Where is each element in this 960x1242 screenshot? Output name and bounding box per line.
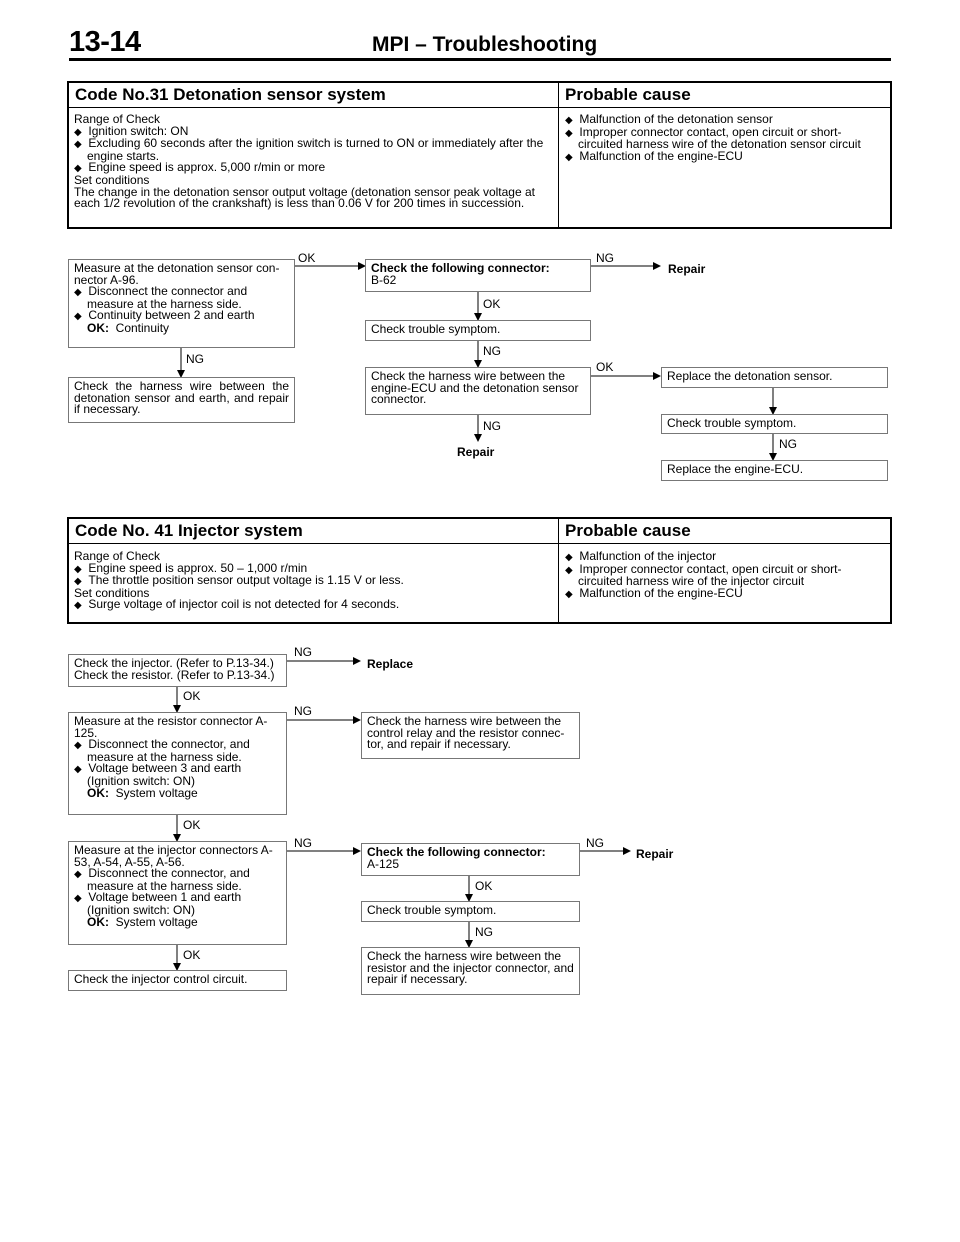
check-harness-ecu-box: Check the harness wire between the engine-ECU and the detonation sensor connector. (365, 367, 591, 415)
code41-divider (558, 519, 559, 622)
set-title: Set conditions (74, 172, 150, 187)
code31-title: Code No.31 Detonation sensor system (75, 85, 386, 104)
check-connector-b62-box: Check the following connector: B-62 (365, 259, 591, 292)
cause-item: ◆ Malfunction of the detonation sensor (565, 112, 773, 126)
code41-title: Code No. 41 Injector system (75, 521, 303, 540)
range-item: ◆ Ignition switch: ON (74, 123, 189, 138)
diamond-bullet-icon: ◆ (565, 151, 573, 163)
cause-item: ◆ Malfunction of the injector (565, 549, 717, 563)
check-connector-a125-box: Check the following connector: A-125 (361, 843, 580, 876)
ng-label: NG (483, 419, 501, 433)
diamond-bullet-icon: ◆ (565, 552, 573, 563)
repair-label: Repair (668, 262, 706, 276)
page-title: MPI – Troubleshooting (372, 33, 598, 56)
diamond-bullet-icon: ◆ (74, 600, 82, 612)
check-injector-control-box: Check the injector control circuit. (68, 970, 287, 991)
code41-table (67, 517, 892, 624)
replace-ecu-box: Replace the engine-ECU. (661, 460, 888, 481)
diamond-bullet-icon: ◆ (74, 126, 82, 138)
measure-detonation-box: Measure at the detonation sensor con-nector A-96. ◆ Disconnect the connector and measure at the harness side. ◆ Continuity between 2 and earth OK: Continuity (68, 259, 295, 348)
range-item: ◆ Engine speed is approx. 50 – 1,000 r/min (74, 560, 308, 575)
diamond-bullet-icon: ◆ (74, 893, 82, 905)
diamond-bullet-icon: ◆ (74, 287, 82, 299)
measure-resistor-box: Measure at the resistor connector A-125. ◆ Disconnect the connector, and measure at the harness side. ◆ Voltage between 3 and earth (Ignition switch: ON) OK: System voltage (68, 712, 287, 815)
ng-label: NG (294, 836, 312, 850)
diamond-bullet-icon: ◆ (74, 311, 82, 323)
ng-label: NG (294, 704, 312, 718)
check-trouble-box: Check trouble symptom. (365, 320, 591, 341)
set-item: ◆ Surge voltage of injector coil is not detected for 4 seconds. (74, 597, 400, 612)
diamond-bullet-icon: ◆ (565, 127, 573, 139)
page-number: 13-14 (69, 26, 141, 58)
ng-label: NG (483, 344, 501, 358)
ng-label: NG (586, 836, 604, 850)
measure-injector-box: Measure at the injector connectors A-53, A-54, A-55, A-56. ◆ Disconnect the connector, and measure at the harness side. ◆ Voltage between 1 and earth (Ignition switch: ON) OK: System voltage (68, 841, 287, 945)
range-item: ◆ Excluding 60 seconds after the ignition switch is turned to ON or immediately after the engine starts. (74, 136, 544, 163)
replace-label: Replace (367, 657, 414, 671)
range-item: ◆ Engine speed is approx. 5,000 r/min or more (74, 160, 326, 175)
range-title: Range of Check (74, 549, 161, 563)
set-text: The change in the detonation sensor output voltage (detonation sensor peak voltage at each 1/2 revolution of the crankshaft) is less than 0.06 V for 200 times in succession. (74, 184, 535, 211)
check-harness-detonation-earth-box: Check the harness wire between the detonation sensor and earth, and repair if necessary. (68, 377, 295, 423)
diamond-bullet-icon: ◆ (74, 139, 82, 151)
diamond-bullet-icon: ◆ (74, 563, 82, 575)
ok-label: OK (183, 689, 201, 703)
ok-label: OK (483, 297, 501, 311)
diamond-bullet-icon: ◆ (74, 740, 82, 752)
diamond-bullet-icon: ◆ (565, 115, 573, 126)
range-title: Range of Check (74, 112, 161, 126)
cause-item: ◆ Malfunction of the engine-ECU (565, 585, 743, 600)
diamond-bullet-icon: ◆ (74, 163, 82, 175)
replace-detonation-sensor-box: Replace the detonation sensor. (661, 367, 888, 388)
ok-label: OK (475, 879, 493, 893)
ng-label: NG (596, 251, 614, 265)
diamond-bullet-icon: ◆ (74, 869, 82, 881)
diamond-bullet-icon: ◆ (565, 588, 573, 600)
code41-header (69, 519, 890, 544)
ng-label: NG (294, 645, 312, 659)
code41-causes (565, 551, 883, 600)
check-harness-relay-box: Check the harness wire between the control relay and the resistor connec-tor, and repair if necessary. (361, 712, 580, 759)
code41-conditions (74, 551, 549, 612)
range-item: ◆ The throttle position sensor output voltage is 1.15 V or less. (74, 573, 404, 588)
check-trouble-2-box: Check trouble symptom. (661, 414, 888, 434)
ok-label: OK (183, 948, 201, 962)
cause-item: ◆ Malfunction of the engine-ECU (565, 148, 743, 163)
ok-label: OK (596, 360, 614, 374)
set-title: Set conditions (74, 585, 150, 600)
check-injector-box: Check the injector. (Refer to P.13-34.) Check the resistor. (Refer to P.13-34.) (68, 654, 287, 687)
cause-item: ◆ Improper connector contact, open circuit or short-circuited harness wire of the injector circuit (565, 561, 842, 589)
repair-label: Repair (457, 445, 495, 459)
ng-label: NG (475, 925, 493, 939)
diamond-bullet-icon: ◆ (565, 564, 573, 576)
diamond-bullet-icon: ◆ (74, 764, 82, 776)
check-trouble-41-box: Check trouble symptom. (361, 901, 580, 922)
ng-label: NG (186, 352, 204, 366)
cause-item: ◆ Improper connector contact, open circuit or short-circuited harness wire of the detonation sensor circuit (565, 124, 861, 152)
check-harness-resistor-injector-box: Check the harness wire between the resistor and the injector connector, and repair if necessary. (361, 947, 580, 995)
repair-label: Repair (636, 847, 674, 861)
code31-cause-title: Probable cause (565, 85, 691, 104)
code41-cause-title: Probable cause (565, 521, 691, 540)
ok-label: OK (298, 251, 316, 265)
ok-label: OK (183, 818, 201, 832)
diamond-bullet-icon: ◆ (74, 576, 82, 588)
ng-label: NG (779, 437, 797, 451)
